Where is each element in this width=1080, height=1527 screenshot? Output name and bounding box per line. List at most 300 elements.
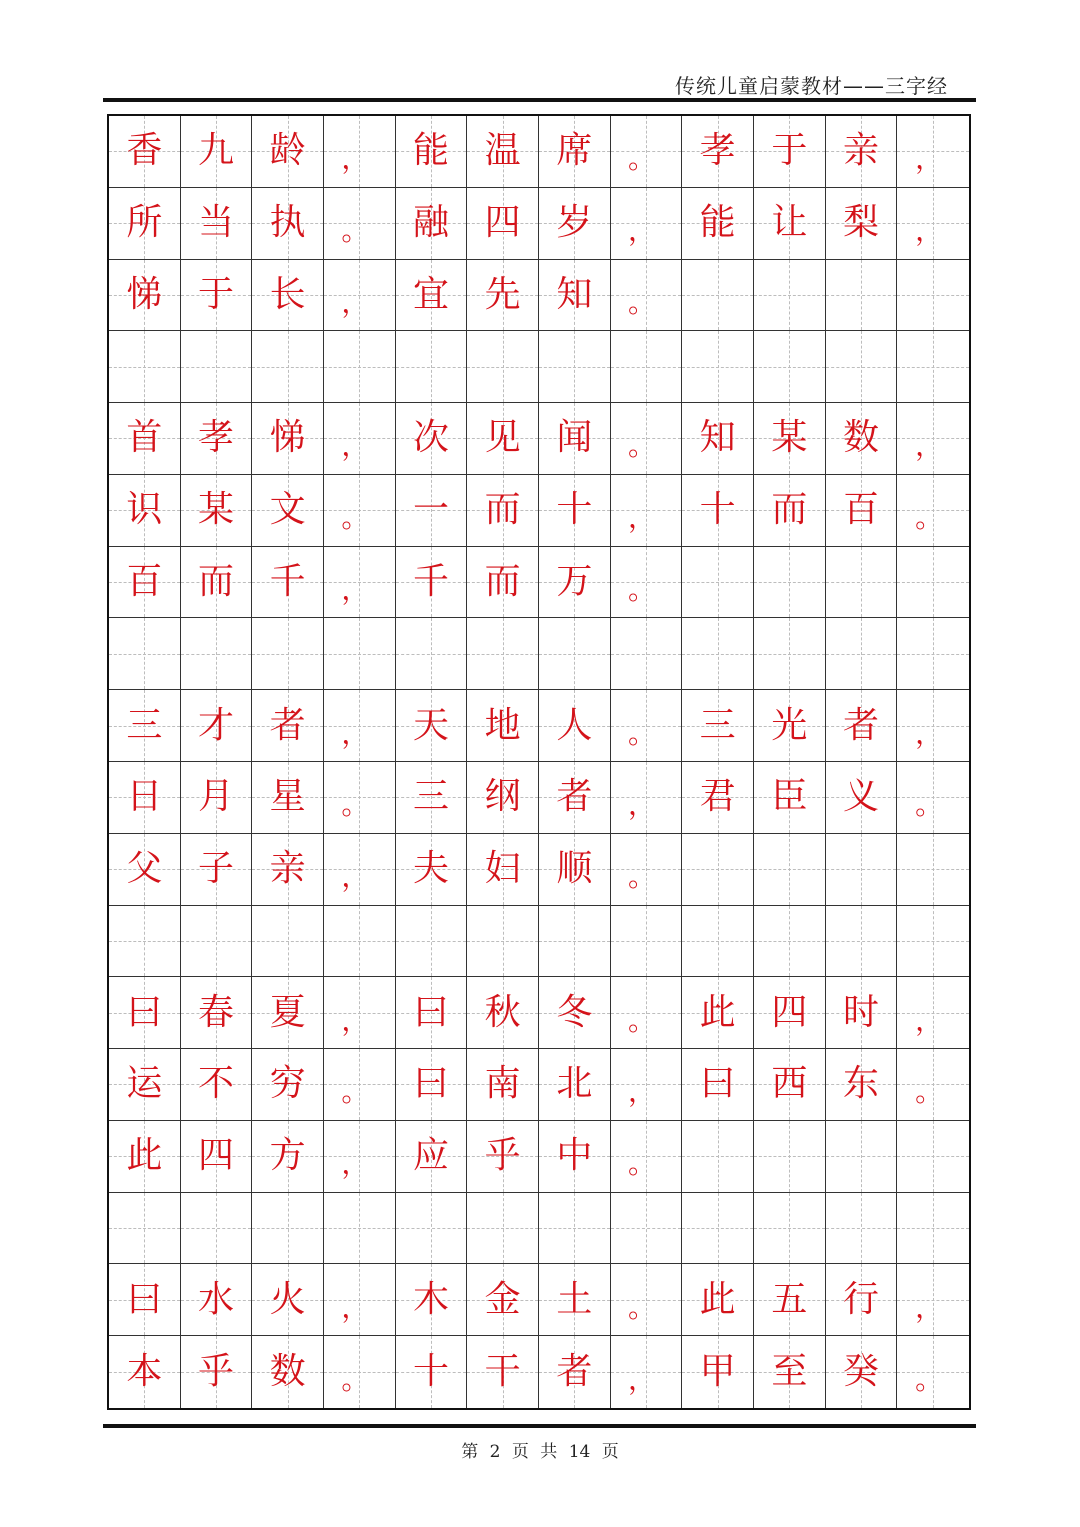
- cell-character: 人: [556, 704, 593, 746]
- cell-character: 。: [915, 1075, 944, 1109]
- grid-cell-empty: [826, 834, 898, 906]
- grid-cell: [181, 403, 253, 475]
- grid-cell: [611, 690, 683, 762]
- cell-character: 妇: [484, 848, 521, 890]
- grid-cell: [181, 116, 253, 188]
- cell-character: 孝: [197, 417, 234, 459]
- grid-cell: [611, 1264, 683, 1336]
- grid-cell-empty: [826, 1193, 898, 1265]
- grid-cell: [897, 188, 969, 260]
- cell-character: 闻: [556, 417, 593, 459]
- total-page-count: 14: [568, 1442, 591, 1462]
- cell-character: 某: [771, 417, 808, 459]
- cell-character: ，: [627, 501, 656, 535]
- grid-cell: [611, 1121, 683, 1193]
- grid-cell-empty: [324, 1193, 396, 1265]
- cell-character: 中: [556, 1135, 593, 1177]
- grid-cell-empty: [611, 1193, 683, 1265]
- cell-character: 君: [699, 776, 736, 818]
- grid-cell: [181, 475, 253, 547]
- grid-cell: [324, 977, 396, 1049]
- grid-cell: [467, 1336, 539, 1408]
- grid-cell: [252, 834, 324, 906]
- grid-cell: [467, 762, 539, 834]
- cell-character: 。: [627, 1290, 656, 1324]
- grid-cell: [754, 690, 826, 762]
- grid-cell: [181, 547, 253, 619]
- grid-cell: [754, 475, 826, 547]
- cell-character: 。: [915, 788, 944, 822]
- grid-cell: [611, 834, 683, 906]
- grid-cell: [181, 834, 253, 906]
- cell-character: 。: [341, 788, 370, 822]
- grid-cell: [324, 1336, 396, 1408]
- cell-character: 天: [412, 704, 449, 746]
- grid-cell: [826, 1264, 898, 1336]
- grid-cell: [252, 1264, 324, 1336]
- grid-cell-empty: [252, 906, 324, 978]
- grid-cell-empty: [252, 1193, 324, 1265]
- cell-character: 而: [484, 489, 521, 531]
- cell-character: 乎: [197, 1351, 234, 1393]
- grid-cell-empty: [682, 906, 754, 978]
- cell-character: 。: [627, 429, 656, 463]
- grid-cell-empty: [611, 618, 683, 690]
- grid-cell: [467, 188, 539, 260]
- grid-cell: [396, 762, 468, 834]
- cell-character: 数: [842, 417, 879, 459]
- cell-character: 夏: [269, 991, 306, 1033]
- grid-cell: [181, 188, 253, 260]
- cell-character: 秋: [484, 991, 521, 1033]
- grid-cell-empty: [181, 331, 253, 403]
- grid-cell: [897, 977, 969, 1049]
- cell-character: 于: [197, 273, 234, 315]
- grid-cell-empty: [754, 618, 826, 690]
- grid-cell: [252, 1336, 324, 1408]
- grid-cell-empty: [754, 331, 826, 403]
- cell-character: ，: [341, 573, 370, 607]
- grid-cell: [396, 834, 468, 906]
- cell-character: 南: [484, 1063, 521, 1105]
- grid-cell: [396, 547, 468, 619]
- grid-cell-empty: [897, 1121, 969, 1193]
- grid-cell: [682, 690, 754, 762]
- cell-character: ，: [341, 285, 370, 319]
- grid-cell: [539, 1049, 611, 1121]
- grid-cell-empty: [109, 331, 181, 403]
- grid-cell: [252, 1049, 324, 1121]
- grid-cell-empty: [324, 618, 396, 690]
- cell-character: 让: [771, 202, 808, 244]
- grid-cell: [396, 475, 468, 547]
- cell-character: 千: [412, 561, 449, 603]
- cell-character: 方: [269, 1135, 306, 1177]
- cell-character: ，: [915, 429, 944, 463]
- grid-cell-empty: [897, 618, 969, 690]
- grid-cell-empty: [252, 331, 324, 403]
- grid-cell: [682, 1336, 754, 1408]
- grid-cell-empty: [467, 906, 539, 978]
- cell-character: 融: [412, 202, 449, 244]
- cell-character: 十: [556, 489, 593, 531]
- cell-character: 三: [126, 704, 163, 746]
- grid-cell: [467, 690, 539, 762]
- grid-cell: [682, 977, 754, 1049]
- grid-cell: [467, 977, 539, 1049]
- grid-cell: [109, 1049, 181, 1121]
- grid-cell: [109, 977, 181, 1049]
- cell-character: 文: [269, 489, 306, 531]
- cell-character: 此: [126, 1135, 163, 1177]
- grid-cell-empty: [826, 1121, 898, 1193]
- cell-character: 。: [341, 1363, 370, 1397]
- cell-character: 北: [556, 1063, 593, 1105]
- cell-character: 运: [126, 1063, 163, 1105]
- cell-character: 东: [842, 1063, 879, 1105]
- cell-character: 日: [126, 776, 163, 818]
- grid-cell: [682, 1264, 754, 1336]
- grid-cell: [181, 1264, 253, 1336]
- grid-cell-empty: [396, 906, 468, 978]
- grid-cell-empty: [396, 1193, 468, 1265]
- cell-character: 悌: [269, 417, 306, 459]
- grid-cell: [754, 762, 826, 834]
- grid-cell: [682, 116, 754, 188]
- cell-character: 三: [412, 776, 449, 818]
- grid-cell: [539, 1121, 611, 1193]
- grid-cell: [467, 475, 539, 547]
- grid-cell: [109, 1264, 181, 1336]
- grid-cell-empty: [467, 618, 539, 690]
- cell-character: 所: [126, 202, 163, 244]
- grid-cell: [539, 834, 611, 906]
- cell-character: 龄: [269, 130, 306, 172]
- grid-cell: [252, 977, 324, 1049]
- grid-cell-empty: [682, 618, 754, 690]
- grid-cell-empty: [897, 1193, 969, 1265]
- grid-cell-empty: [539, 331, 611, 403]
- grid-cell: [539, 1264, 611, 1336]
- cell-character: 穷: [269, 1063, 306, 1105]
- cell-character: 臣: [771, 776, 808, 818]
- cell-character: 乎: [484, 1135, 521, 1177]
- grid-cell: [396, 690, 468, 762]
- grid-cell: [897, 1336, 969, 1408]
- cell-character: 识: [126, 489, 163, 531]
- grid-cell: [539, 188, 611, 260]
- cell-character: 光: [771, 704, 808, 746]
- grid-cell: [324, 1121, 396, 1193]
- grid-cell: [396, 1336, 468, 1408]
- grid-cell: [826, 1336, 898, 1408]
- cell-character: ，: [341, 860, 370, 894]
- grid-cell: [897, 1049, 969, 1121]
- cell-character: 曰: [126, 1278, 163, 1320]
- grid-cell: [109, 1121, 181, 1193]
- cell-character: ，: [627, 214, 656, 248]
- grid-cell: [252, 116, 324, 188]
- grid-cell: [754, 403, 826, 475]
- cell-character: 曰: [412, 991, 449, 1033]
- grid-cell: [109, 116, 181, 188]
- cell-character: 星: [269, 776, 306, 818]
- grid-cell: [826, 475, 898, 547]
- grid-cell-empty: [467, 331, 539, 403]
- cell-character: 曰: [412, 1063, 449, 1105]
- grid-cell: [611, 188, 683, 260]
- grid-cell: [109, 762, 181, 834]
- cell-character: 。: [915, 1363, 944, 1397]
- cell-character: 。: [341, 1075, 370, 1109]
- cell-character: 顺: [556, 848, 593, 890]
- grid-cell: [396, 1049, 468, 1121]
- grid-cell: [396, 1121, 468, 1193]
- cell-character: 。: [627, 285, 656, 319]
- grid-cell-empty: [181, 1193, 253, 1265]
- grid-cell: [682, 188, 754, 260]
- grid-cell: [109, 1336, 181, 1408]
- grid-cell: [109, 690, 181, 762]
- grid-cell-empty: [754, 260, 826, 332]
- cell-character: 而: [197, 561, 234, 603]
- grid-cell-empty: [897, 906, 969, 978]
- grid-cell: [611, 475, 683, 547]
- grid-cell-empty: [324, 331, 396, 403]
- header-title: 传统儿童启蒙教材——三字经: [675, 74, 948, 98]
- grid-cell: [467, 260, 539, 332]
- cell-character: ，: [915, 1290, 944, 1324]
- grid-cell: [611, 403, 683, 475]
- grid-cell: [181, 690, 253, 762]
- practice-grid: [107, 114, 971, 1410]
- cell-character: 时: [842, 991, 879, 1033]
- cell-character: 者: [269, 704, 306, 746]
- grid-cell: [252, 547, 324, 619]
- cell-character: 。: [627, 1147, 656, 1181]
- grid-cell: [539, 116, 611, 188]
- cell-character: 梨: [842, 202, 879, 244]
- grid-cell: [682, 475, 754, 547]
- grid-cell: [539, 475, 611, 547]
- grid-cell-empty: [181, 906, 253, 978]
- grid-cell: [181, 1336, 253, 1408]
- grid-cell: [181, 1049, 253, 1121]
- cell-character: 。: [341, 501, 370, 535]
- cell-character: 木: [412, 1278, 449, 1320]
- cell-character: 香: [126, 130, 163, 172]
- cell-character: 能: [699, 202, 736, 244]
- cell-character: 。: [627, 142, 656, 176]
- grid-cell: [897, 762, 969, 834]
- cell-character: 五: [771, 1278, 808, 1320]
- grid-cell-empty: [826, 618, 898, 690]
- grid-cell-empty: [324, 906, 396, 978]
- cell-character: 首: [126, 417, 163, 459]
- cell-character: 一: [412, 489, 449, 531]
- grid-cell: [324, 834, 396, 906]
- cell-character: 席: [556, 130, 593, 172]
- grid-cell: [324, 403, 396, 475]
- grid-cell: [611, 977, 683, 1049]
- cell-character: ，: [915, 142, 944, 176]
- cell-character: 数: [269, 1351, 306, 1393]
- grid-cell-empty: [682, 1193, 754, 1265]
- grid-cell: [611, 547, 683, 619]
- cell-character: 者: [842, 704, 879, 746]
- grid-cell: [611, 1049, 683, 1121]
- grid-cell: [897, 1264, 969, 1336]
- grid-cell: [682, 1049, 754, 1121]
- cell-character: 四: [484, 202, 521, 244]
- grid-cell-empty: [682, 834, 754, 906]
- grid-cell: [754, 977, 826, 1049]
- grid-cell: [611, 260, 683, 332]
- cell-character: 子: [197, 848, 234, 890]
- cell-character: 九: [197, 130, 234, 172]
- grid-cell-empty: [754, 547, 826, 619]
- cell-character: 而: [484, 561, 521, 603]
- cell-character: 月: [197, 776, 234, 818]
- grid-cell: [396, 116, 468, 188]
- cell-character: 温: [484, 130, 521, 172]
- grid-cell: [252, 1121, 324, 1193]
- cell-character: 执: [269, 202, 306, 244]
- cell-character: ，: [341, 429, 370, 463]
- cell-character: 知: [556, 273, 593, 315]
- grid-cell: [109, 260, 181, 332]
- grid-cell-empty: [396, 331, 468, 403]
- grid-cell: [897, 475, 969, 547]
- grid-cell-empty: [682, 1121, 754, 1193]
- grid-cell: [396, 1264, 468, 1336]
- cell-character: 次: [412, 417, 449, 459]
- cell-character: ，: [341, 142, 370, 176]
- grid-cell: [826, 1049, 898, 1121]
- grid-cell: [109, 188, 181, 260]
- grid-cell-empty: [396, 618, 468, 690]
- grid-cell: [252, 762, 324, 834]
- cell-character: ，: [627, 1075, 656, 1109]
- cell-character: 夫: [412, 848, 449, 890]
- grid-cell: [754, 188, 826, 260]
- grid-cell: [754, 1264, 826, 1336]
- cell-character: 此: [699, 991, 736, 1033]
- cell-character: 春: [197, 991, 234, 1033]
- cell-character: 长: [269, 273, 306, 315]
- grid-cell-empty: [109, 906, 181, 978]
- cell-character: 父: [126, 848, 163, 890]
- cell-character: 见: [484, 417, 521, 459]
- grid-cell: [539, 403, 611, 475]
- cell-character: 西: [771, 1063, 808, 1105]
- cell-character: 百: [842, 489, 879, 531]
- cell-character: 土: [556, 1278, 593, 1320]
- grid-cell: [324, 1264, 396, 1336]
- cell-character: 冬: [556, 991, 593, 1033]
- grid-cell: [467, 403, 539, 475]
- cell-character: 。: [915, 501, 944, 535]
- cell-character: ，: [627, 1363, 656, 1397]
- grid-cell: [826, 690, 898, 762]
- grid-cell-empty: [539, 618, 611, 690]
- grid-cell: [324, 1049, 396, 1121]
- footer-page-word: 页: [511, 1442, 529, 1462]
- grid-cell: [109, 547, 181, 619]
- cell-character: 孝: [699, 130, 736, 172]
- cell-character: 应: [412, 1135, 449, 1177]
- cell-character: 金: [484, 1278, 521, 1320]
- cell-character: 癸: [842, 1351, 879, 1393]
- grid-cell: [324, 188, 396, 260]
- cell-character: 干: [484, 1351, 521, 1393]
- cell-character: 曰: [126, 991, 163, 1033]
- cell-character: 火: [269, 1278, 306, 1320]
- cell-character: 甲: [699, 1351, 736, 1393]
- footer-suffix: 页: [601, 1442, 619, 1462]
- cell-character: 先: [484, 273, 521, 315]
- footer-rule: [103, 1424, 976, 1428]
- cell-character: ，: [915, 716, 944, 750]
- cell-character: ，: [915, 214, 944, 248]
- cell-character: 行: [842, 1278, 879, 1320]
- cell-character: 。: [627, 716, 656, 750]
- grid-cell: [181, 260, 253, 332]
- cell-character: ，: [341, 1290, 370, 1324]
- cell-character: 亲: [269, 848, 306, 890]
- grid-cell-empty: [826, 547, 898, 619]
- grid-cell: [467, 834, 539, 906]
- grid-cell: [324, 690, 396, 762]
- grid-cell: [682, 762, 754, 834]
- grid-cell-empty: [754, 1121, 826, 1193]
- grid-cell: [754, 1336, 826, 1408]
- cell-character: 千: [269, 561, 306, 603]
- grid-cell: [396, 188, 468, 260]
- cell-character: 。: [627, 1003, 656, 1037]
- grid-cell-empty: [109, 618, 181, 690]
- grid-cell: [611, 116, 683, 188]
- grid-cell-empty: [682, 547, 754, 619]
- grid-cell-empty: [682, 260, 754, 332]
- footer-prefix: 第: [461, 1442, 479, 1462]
- grid-cell: [539, 762, 611, 834]
- cell-character: 此: [699, 1278, 736, 1320]
- grid-cell: [396, 403, 468, 475]
- cell-character: 地: [484, 704, 521, 746]
- grid-cell: [539, 690, 611, 762]
- grid-cell: [826, 403, 898, 475]
- grid-cell: [396, 977, 468, 1049]
- grid-cell: [611, 762, 683, 834]
- cell-character: 水: [197, 1278, 234, 1320]
- cell-character: ，: [915, 1003, 944, 1037]
- cell-character: 十: [699, 489, 736, 531]
- grid-cell-empty: [181, 618, 253, 690]
- cell-character: 知: [699, 417, 736, 459]
- cell-character: ，: [627, 788, 656, 822]
- grid-cell: [897, 116, 969, 188]
- cell-character: 。: [341, 214, 370, 248]
- cell-character: 纲: [484, 776, 521, 818]
- grid-cell: [826, 116, 898, 188]
- header-rule: [103, 98, 976, 102]
- grid-cell: [897, 690, 969, 762]
- cell-character: 十: [412, 1351, 449, 1393]
- grid-cell-empty: [467, 1193, 539, 1265]
- grid-cell-empty: [611, 906, 683, 978]
- grid-cell: [181, 1121, 253, 1193]
